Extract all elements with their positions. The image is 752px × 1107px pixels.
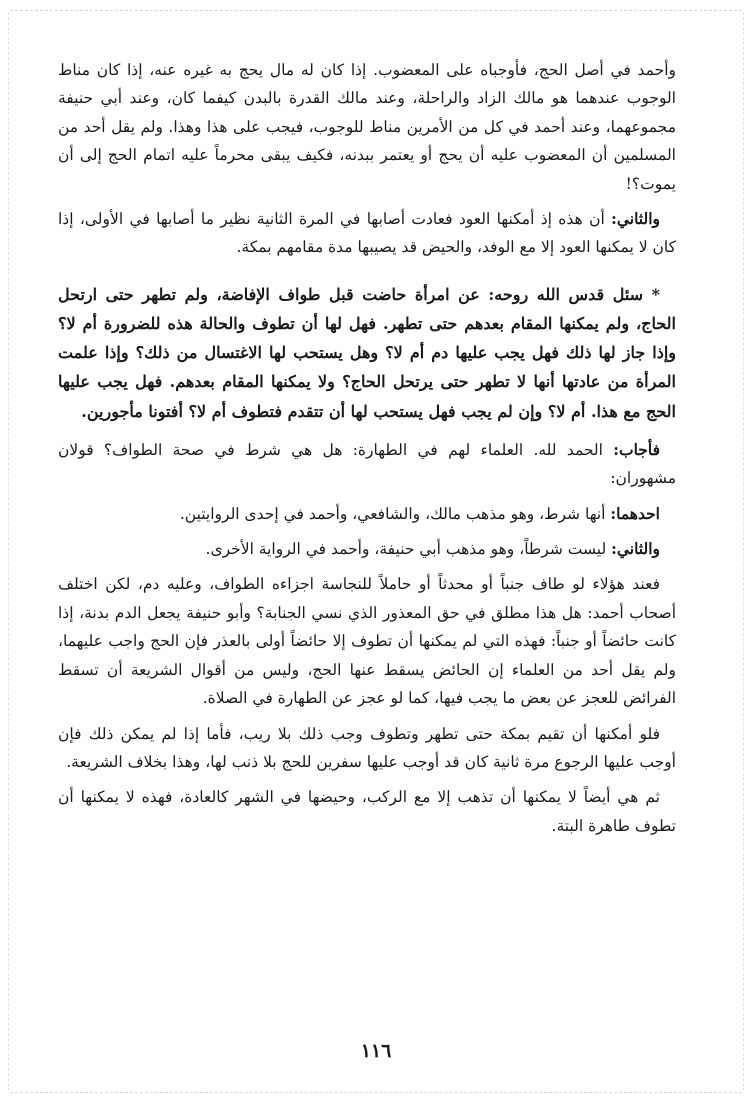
paragraph-lead: والثاني: (611, 539, 660, 559)
scan-edge-right (743, 12, 744, 1091)
paragraph-second-reason (58, 205, 676, 262)
question-paragraph: * سئل قدس الله روحه: عن امرأة حاضت قبل طواف الإفاضة، ولم تطهر حتى ارتحل الحاج، ولم يمكنها المقام بعدهم حتى تطهر. فهل لها أن تطوف والحالة هذه للضرورة أم لا؟ وإذا جاز لها ذلك فهل يجب عليها دم أم لا؟ وهل يستحب لها الاغتسال من ذلك؟ وإذا علمت المرأة من عادتها أنها لا تطهر حتى يرتحل الحاج؟ ولا يمكنها المقام بعدهم. فهل يجب عليها الحج مع هذا. أم لا؟ وإن لم يجب فهل يستحب لها أن تتقدم فتطوف أم لا؟ أفتونا مأجورين. (58, 284, 677, 421)
paragraph-text: أن هذه إذ أمكنها العود فعادت أصابها في المرة الثانية نظير ما أصابها في الأولى، إذا كان لا يمكنها العود إلا مع الوفد، والحيض قد يصيبها مدة مقامهم بمكة. (58, 210, 676, 257)
paragraph-lead: فأجاب: (613, 439, 660, 459)
page-number: ١١٦ (360, 1040, 392, 1062)
answer-paragraph (58, 436, 676, 493)
scan-edge-top (10, 10, 742, 11)
paragraph-text: الحمد لله. العلماء لهم في الطهارة: هل هي شرط في صحة الطواف؟ قولان مشهوران: (58, 440, 676, 488)
paragraph-second-opinion (58, 535, 676, 563)
paragraph-lead: احدهما: (610, 503, 660, 523)
paragraph-lead: والثاني: (611, 209, 660, 229)
paragraph-continuation: وأحمد في أصل الحج، فأوجباه على المعضوب. إذا كان له مال يحج به غيره عنه، إذا كان مناط الوجوب عندهما هو مالك الزاد والراحلة، وعند مالك القدرة بالبدن كيفما كان، وعند أبي حنيفة مجموعهما، وعند أحمد في كل من الأمرين مناط للوجوب، فيجب على هذا وهذا. ولم يقل أحد من المسلمين أن المعضوب عليه أن يحج أو يعتمر ببدنه، فكيف يبقى محرماً عليه اتمام الحج إلى أن يموت؟! (58, 61, 676, 193)
page-body (58, 56, 676, 847)
paragraph-first-opinion (58, 500, 676, 528)
paragraph-discussion: فعند هؤلاء لو طاف جنباً أو محدثاً أو حاملاً للنجاسة اجزاءه الطواف، وعليه دم، لكن اختلف أصحاب أحمد: هل هذا مطلق في حق المعذور الذي نسي الجنابة؟ وأبو حنيفة يجعل الدم بدنة، إذا كانت حائضاً أو جنباً: فهذه التي لم يمكنها أن تطوف إلا حائضاً أولى بالعذر فإن الحج واجب عليهما، ولم يقل أحد من العلماء إن الحائض يسقط عنها الحج، وليس من أقوال الشريعة أن تسقط الفرائض للعجز عن بعض ما يجب فيها، كما لو عجز عن الطهارة في الصلاة. (58, 575, 676, 708)
paragraph-return-case: فلو أمكنها أن تقيم بمكة حتى تطهر وتطوف وجب ذلك بلا ريب، فأما إذا لم يمكن ذلك فإن أوجب عليها الرجوع مرة ثانية كان قد أوجب عليها سفرين للحج بلا ذنب لها، وهذا بخلاف الشريعة. (58, 724, 676, 771)
paragraph-text: ليست شرطاً، وهو مذهب أبي حنيفة، وأحمد في الرواية الأخرى. (205, 540, 612, 559)
scan-edge-bottom (10, 1092, 742, 1093)
paragraph-text: أنها شرط، وهو مذهب مالك، والشافعي، وأحمد في إحدى الروايتين. (179, 504, 611, 523)
paragraph-conclusion: ثم هي أيضاً لا يمكنها أن تذهب إلا مع الركب، وحيضها في الشهر كالعادة، فهذه لا يمكنها أن تطوف طاهرة البتة. (58, 788, 676, 835)
scan-edge-left (8, 12, 9, 1091)
